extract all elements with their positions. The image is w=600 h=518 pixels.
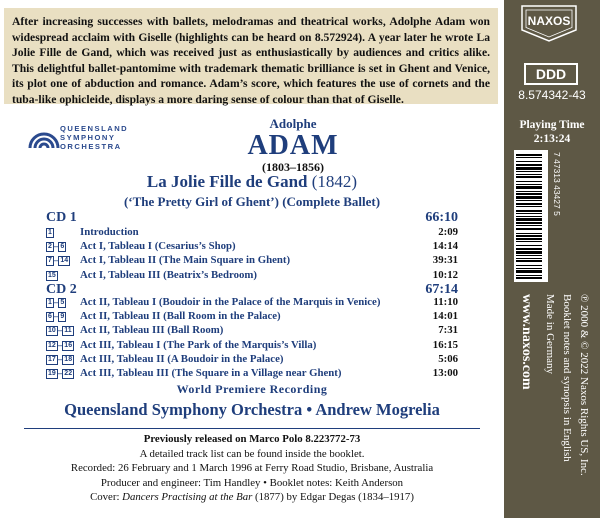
track-number-end: 9 bbox=[60, 313, 65, 321]
credits bbox=[0, 432, 504, 505]
track-number-end: 6 bbox=[60, 243, 65, 251]
track-duration: 7:31 bbox=[438, 324, 458, 337]
barcode-bar bbox=[516, 258, 542, 259]
track-title: Act III, Tableau II (A Boudoir in the Palace) bbox=[80, 352, 284, 365]
track-numbers bbox=[46, 226, 80, 238]
track-number-start: 6 bbox=[48, 313, 52, 321]
track-number-start: 19 bbox=[48, 369, 56, 377]
track-number-start: 15 bbox=[48, 271, 56, 279]
barcode-bar bbox=[516, 277, 542, 279]
barcode-bar bbox=[516, 193, 542, 195]
barcode-bar bbox=[516, 206, 542, 207]
track-range-dash: – bbox=[53, 255, 59, 266]
copyright-line: ℗ 2000 & © 2022 Naxos Rights US, Inc. bbox=[578, 294, 590, 476]
track-number-start: 2 bbox=[48, 243, 52, 251]
barcode-bar bbox=[516, 184, 542, 185]
barcode-bar bbox=[516, 260, 542, 262]
catalogue-number: 8.574342-43 bbox=[518, 88, 586, 102]
track-number-end: 14 bbox=[60, 257, 69, 265]
track-title: Act I, Tableau II (The Main Square in Ghent) bbox=[80, 254, 291, 267]
barcode-bar bbox=[516, 167, 542, 170]
barcode-bar bbox=[516, 171, 542, 172]
track-number-end: 22 bbox=[64, 369, 73, 377]
track-title: Introduction bbox=[80, 226, 139, 238]
barcode-bar bbox=[516, 238, 542, 240]
track-number-end: 16 bbox=[64, 341, 73, 349]
track-title: Act I, Tableau I (Cesarius’s Shop) bbox=[80, 240, 236, 253]
track-duration: 14:14 bbox=[432, 240, 458, 253]
playing-time-label: Playing Time bbox=[519, 119, 585, 131]
cover-prefix: Cover: bbox=[90, 491, 123, 504]
track-duration: 13:00 bbox=[432, 366, 458, 379]
barcode-bar bbox=[516, 210, 542, 212]
track-number-end: 11 bbox=[64, 327, 72, 335]
cd2-track-row bbox=[46, 324, 458, 338]
track-title: Act II, Tableau I (Boudoir in the Palace of the Marquis in Venice) bbox=[80, 296, 381, 308]
website-link[interactable]: www.naxos.com bbox=[519, 294, 534, 390]
barcode-bar bbox=[516, 200, 542, 201]
composer-last-name: ADAM bbox=[247, 130, 339, 161]
qso-arcs-icon bbox=[28, 124, 60, 150]
work-subtitle: (‘The Pretty Girl of Ghent’) (Complete Ballet) bbox=[123, 194, 381, 209]
cd1-track-row bbox=[46, 240, 458, 254]
cd2-track-row bbox=[46, 353, 458, 367]
barcode-bar bbox=[516, 216, 542, 217]
track-title: Act III, Tableau I (The Park of the Marquis’s Villa) bbox=[80, 338, 317, 351]
track-numbers bbox=[46, 240, 80, 252]
barcode-bar bbox=[516, 225, 542, 226]
credits-line-2: Recorded: 26 February and 1 March 1996 at Ferry Road Studio, Brisbane, Australia bbox=[70, 462, 434, 475]
track-title: Act I, Tableau III (Beatrix’s Bedroom) bbox=[80, 268, 257, 281]
cover-credit bbox=[0, 490, 504, 505]
recording-note: World Premiere Recording bbox=[176, 382, 328, 396]
barcode-bar bbox=[516, 154, 542, 156]
naxos-brand: NAXOS bbox=[527, 14, 571, 28]
cd2-track-row bbox=[46, 367, 458, 381]
barcode-bar bbox=[516, 275, 542, 276]
barcode-bar bbox=[516, 157, 542, 158]
track-number-end: 18 bbox=[64, 355, 73, 363]
barcode-bar bbox=[516, 270, 542, 273]
track-numbers bbox=[46, 269, 80, 281]
ddd-badge: DDD bbox=[524, 63, 578, 85]
cover-suffix: (1877) by Edgar Degas (1834–1917) bbox=[252, 491, 414, 504]
barcode-bar bbox=[516, 268, 542, 269]
barcode-bar bbox=[516, 248, 542, 250]
playing-time bbox=[504, 118, 600, 146]
cd1-heading bbox=[46, 210, 458, 226]
barcode-bar bbox=[516, 255, 542, 256]
cd1-total: 66:10 bbox=[425, 210, 458, 225]
cd1-track-row bbox=[46, 226, 458, 240]
barcode-bar bbox=[516, 203, 542, 205]
track-number-start: 17 bbox=[48, 355, 56, 363]
cd2-track-list bbox=[46, 296, 458, 381]
track-title: Act II, Tableau II (Ball Room in the Palace) bbox=[80, 310, 281, 323]
track-duration: 14:01 bbox=[432, 310, 458, 323]
made-in-line: Made in Germany bbox=[544, 294, 556, 375]
barcode-bar bbox=[516, 218, 542, 221]
barcode-bars-icon bbox=[514, 150, 548, 282]
barcode-bar bbox=[516, 176, 542, 178]
work-title bbox=[0, 172, 504, 192]
track-duration: 5:06 bbox=[438, 352, 458, 365]
track-number-start: 7 bbox=[48, 257, 52, 265]
track-number-start: 10 bbox=[48, 327, 56, 335]
track-range-dash: – bbox=[57, 353, 63, 364]
track-duration: 16:15 bbox=[432, 338, 458, 351]
track-numbers bbox=[46, 353, 80, 365]
track-title: Act III, Tableau III (The Square in a Village near Ghent) bbox=[80, 366, 342, 379]
cd1-track-row bbox=[46, 269, 458, 283]
track-numbers bbox=[46, 324, 80, 336]
work-title-text: La Jolie Fille de Gand bbox=[146, 172, 308, 191]
cd2-track-row bbox=[46, 339, 458, 353]
track-numbers bbox=[46, 310, 80, 322]
previous-release: Previously released on Marco Polo 8.223772-73 bbox=[143, 433, 361, 445]
intro-box bbox=[4, 8, 498, 104]
track-duration: 2:09 bbox=[438, 226, 458, 238]
track-range-dash: – bbox=[53, 311, 59, 322]
track-number-start: 12 bbox=[48, 341, 56, 349]
barcode-bar bbox=[516, 191, 542, 192]
cd2-total: 67:14 bbox=[425, 282, 458, 297]
track-duration: 39:31 bbox=[432, 254, 458, 267]
barcode-bar bbox=[516, 181, 542, 182]
barcode-bar bbox=[516, 265, 542, 266]
barcode-bar bbox=[516, 233, 542, 234]
track-numbers bbox=[46, 296, 80, 308]
booklet-line: Booklet notes and synopsis in English bbox=[561, 294, 573, 462]
cd1-track-list bbox=[46, 226, 458, 283]
track-duration: 10:12 bbox=[432, 268, 458, 281]
track-range-dash: – bbox=[57, 325, 63, 336]
composer-heading bbox=[170, 116, 416, 175]
barcode-bar bbox=[516, 251, 542, 254]
divider bbox=[24, 428, 480, 429]
logo-line-1: QUEENSLAND bbox=[60, 124, 129, 133]
barcode-bar bbox=[516, 186, 542, 189]
logo-line-3: ORCHESTRA bbox=[60, 142, 122, 151]
playing-time-value: 2:13:24 bbox=[533, 133, 571, 145]
track-numbers bbox=[46, 254, 80, 266]
barcode-bar bbox=[516, 222, 542, 224]
track-duration: 11:10 bbox=[433, 296, 458, 308]
cd1-label: CD 1 bbox=[46, 210, 77, 225]
cd1-track-row bbox=[46, 254, 458, 268]
barcode-bar bbox=[516, 228, 542, 230]
track-title: Act II, Tableau III (Ball Room) bbox=[80, 324, 224, 337]
barcode-bar bbox=[516, 161, 542, 162]
credits-line-3: Producer and engineer: Tim Handley • Booklet notes: Keith Anderson bbox=[100, 476, 404, 489]
cd2-track-row bbox=[46, 296, 458, 310]
logo-line-2: SYMPHONY bbox=[60, 133, 116, 142]
credits-line-1: A detailed track list can be found inside the booklet. bbox=[139, 447, 365, 460]
barcode-bar bbox=[516, 235, 542, 237]
track-number-start: 1 bbox=[48, 299, 52, 306]
barcode-bar bbox=[516, 164, 542, 166]
cd2-label: CD 2 bbox=[46, 282, 77, 297]
track-range-dash: – bbox=[53, 297, 59, 307]
barcode-bar bbox=[516, 213, 542, 214]
naxos-logo-icon bbox=[518, 4, 580, 42]
track-numbers bbox=[46, 339, 80, 351]
cd2-track-row bbox=[46, 310, 458, 324]
barcode-digits: 7 47313 43427 5 bbox=[552, 152, 562, 216]
track-numbers bbox=[46, 367, 80, 379]
barcode bbox=[514, 150, 548, 282]
intro-text: After increasing successes with ballets, melodramas and theatrical works, Adolphe Adam won widespread acclaim with Giselle (highlights can be heard on 8.572924). A year later he wrote La Jolie Fille de Gand, which was received just as enthusiastically by audiences and critics alike. This delightful ballet-pantomime with trademark thematic brilliance is set in Ghent and Venice, its plot one of abduction and romance. Adam’s score, which features the use of cornets and the tuba-like ophicleide, displays a more daring sense of colour than that of Giselle. bbox=[12, 15, 490, 106]
performers: Queensland Symphony Orchestra • Andrew Mogrelia bbox=[64, 400, 440, 419]
composer-first-name: Adolphe bbox=[269, 116, 317, 131]
track-range-dash: – bbox=[57, 367, 63, 378]
track-range-dash: – bbox=[57, 339, 63, 350]
barcode-bar bbox=[516, 196, 542, 199]
track-range-dash: – bbox=[53, 241, 59, 252]
composer-dates: (1803–1856) bbox=[262, 160, 324, 174]
track-number-start: 1 bbox=[48, 229, 52, 236]
cover-title: Dancers Practising at the Bar bbox=[122, 491, 253, 504]
work-year: (1842) bbox=[311, 172, 358, 191]
track-number-end: 5 bbox=[60, 299, 65, 306]
barcode-bar bbox=[516, 174, 542, 175]
barcode-bar bbox=[516, 241, 542, 242]
barcode-bar bbox=[516, 245, 542, 246]
